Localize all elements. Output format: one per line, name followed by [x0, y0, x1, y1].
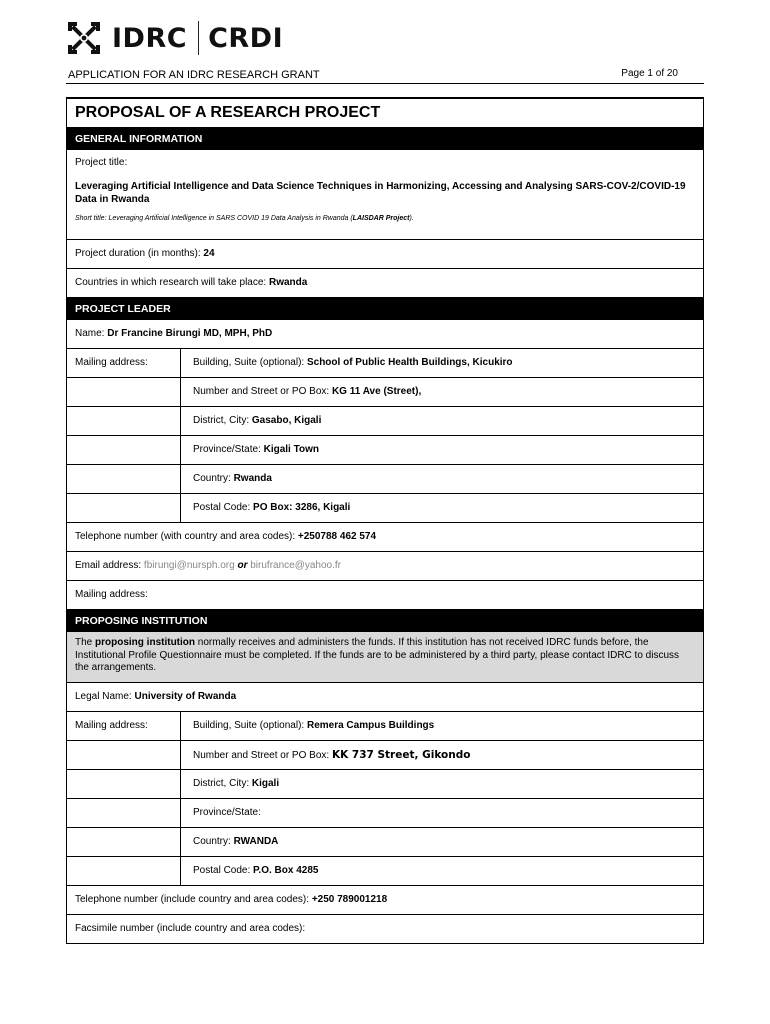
page-number: Page 1 of 20: [621, 68, 678, 79]
institution-phone-field[interactable]: [67, 885, 703, 914]
section-general-information: GENERAL INFORMATION: [67, 127, 703, 149]
institution-country-value: RWANDA: [233, 836, 279, 847]
institution-building-field[interactable]: [181, 712, 703, 740]
legal-name-value: University of Rwanda: [134, 691, 237, 702]
leader-postal-value: PO Box: 3286, Kigali: [253, 502, 351, 513]
institution-country-row: [67, 827, 703, 856]
empty-label-cell: [67, 828, 181, 856]
institution-street-row: [67, 740, 703, 769]
project-title-value: Leveraging Artificial Intelligence and Data Science Techniques in Harmonizing, Accessing and Analysing SARS-COV-2/COVID-19 Data in Rwanda: [75, 181, 686, 205]
empty-label-cell: [67, 494, 181, 522]
idrc-emblem-icon: [66, 20, 102, 56]
leader-email-secondary[interactable]: birufrance@yahoo.fr: [250, 560, 342, 571]
institution-district-value: Kigali: [251, 778, 280, 789]
institution-country-label: Country:: [193, 836, 234, 847]
institution-street-field[interactable]: [181, 741, 703, 769]
leader-district-value: Gasabo, Kigali: [251, 415, 322, 426]
institution-building-value: Remera Campus Buildings: [306, 720, 435, 731]
institution-fax-label: Facsimile number (include country and area codes):: [75, 923, 306, 934]
institution-phone-label: Telephone number (include country and area codes):: [75, 894, 312, 905]
leader-street-field[interactable]: [181, 378, 703, 406]
empty-label-cell: [67, 857, 181, 885]
leader-postal-label: Postal Code:: [193, 502, 254, 513]
short-title: [75, 215, 695, 222]
short-title-label: Short title: Leveraging Artificial Intelligence in SARS COVID 19 Data Analysis in Rwanda (: [75, 215, 353, 222]
section-project-leader: PROJECT LEADER: [67, 297, 703, 319]
institution-province-field[interactable]: [181, 799, 703, 827]
leader-building-field[interactable]: [181, 349, 703, 377]
institution-district-label: District, City:: [193, 778, 252, 789]
empty-label-cell: [67, 378, 181, 406]
leader-phone-field[interactable]: [67, 522, 703, 551]
leader-building-label: Building, Suite (optional):: [193, 357, 307, 368]
leader-name-value: Dr Francine Birungi MD, MPH, PhD: [107, 328, 273, 339]
leader-email-label: Email address:: [75, 560, 144, 571]
empty-label-cell: [67, 770, 181, 798]
institution-district-field[interactable]: [181, 770, 703, 798]
proposal-form: [66, 97, 704, 944]
institution-fax-field[interactable]: [67, 914, 703, 943]
document-label: APPLICATION FOR AN IDRC RESEARCH GRANT: [68, 69, 320, 81]
project-title-label: Project title:: [75, 157, 128, 168]
institution-postal-label: Postal Code:: [193, 865, 254, 876]
legal-name-field[interactable]: [67, 682, 703, 711]
idrc-crdi-logo: [66, 18, 283, 58]
institution-district-row: [67, 769, 703, 798]
short-title-acronym: LAISDAR Project: [352, 215, 410, 222]
leader-postal-row: [67, 493, 703, 522]
countries-label: Countries in which research will take place:: [75, 277, 269, 288]
leader-mailing-address-field[interactable]: [67, 580, 703, 609]
project-title-field[interactable]: [67, 149, 703, 239]
institution-street-value: KK 737 Street, Gikondo: [331, 749, 471, 761]
email-or-text: or: [234, 560, 251, 571]
note-pre: The: [75, 637, 96, 648]
leader-province-field[interactable]: [181, 436, 703, 464]
institution-phone-value: +250 789001218: [311, 894, 388, 905]
leader-mailing-label: Mailing address:: [67, 349, 181, 377]
leader-country-row: [67, 464, 703, 493]
logo-crdi-text: CRDI: [208, 22, 284, 54]
institution-country-field[interactable]: [181, 828, 703, 856]
leader-district-field[interactable]: [181, 407, 703, 435]
leader-province-value: Kigali Town: [263, 444, 319, 455]
countries-field[interactable]: [67, 268, 703, 297]
note-post: normally receives and administers the funds. If this institution has not received IDRC funds before, the Institutional Profile Questionnaire must be completed. If the funds are to be administered by a third party, please contact IDRC to discuss the arrangements.: [75, 637, 680, 673]
empty-label-cell: [67, 741, 181, 769]
form-title-row: [67, 99, 703, 127]
institution-note: [67, 631, 703, 682]
leader-province-row: [67, 435, 703, 464]
leader-street-value: KG 11 Ave (Street),: [331, 386, 422, 397]
leader-phone-label: Telephone number (with country and area codes):: [75, 531, 298, 542]
leader-street-label: Number and Street or PO Box:: [193, 386, 332, 397]
note-bold: proposing institution: [95, 637, 195, 648]
leader-street-row: [67, 377, 703, 406]
page-header: [66, 68, 704, 84]
leader-province-label: Province/State:: [193, 444, 264, 455]
project-duration-field[interactable]: [67, 239, 703, 268]
institution-street-label: Number and Street or PO Box:: [193, 750, 332, 761]
leader-country-label: Country:: [193, 473, 234, 484]
leader-country-field[interactable]: [181, 465, 703, 493]
logo-idrc-text: IDRC: [112, 22, 188, 54]
short-title-end: ).: [409, 215, 414, 222]
section-proposing-institution: PROPOSING INSTITUTION: [67, 609, 703, 631]
empty-label-cell: [67, 407, 181, 435]
leader-email-field[interactable]: [67, 551, 703, 580]
countries-value: Rwanda: [268, 277, 308, 288]
institution-province-label: Province/State:: [193, 807, 261, 818]
duration-value: 24: [203, 248, 215, 259]
institution-mailing-label: Mailing address:: [67, 712, 181, 740]
empty-label-cell: [67, 436, 181, 464]
leader-mailing-address-label: Mailing address:: [75, 589, 148, 600]
duration-label: Project duration (in months):: [75, 248, 204, 259]
leader-name-field[interactable]: [67, 319, 703, 348]
empty-label-cell: [67, 465, 181, 493]
leader-phone-value: +250788 462 574: [297, 531, 377, 542]
leader-email-primary[interactable]: fbirungi@nursph.org: [143, 560, 235, 571]
institution-postal-field[interactable]: [181, 857, 703, 885]
institution-building-row: [67, 711, 703, 740]
logo-divider: [198, 21, 199, 55]
institution-province-row: [67, 798, 703, 827]
leader-name-label: Name:: [75, 328, 108, 339]
institution-postal-row: [67, 856, 703, 885]
institution-building-label: Building, Suite (optional):: [193, 720, 307, 731]
leader-building-row: [67, 348, 703, 377]
institution-postal-value: P.O. Box 4285: [253, 865, 319, 876]
empty-label-cell: [67, 799, 181, 827]
legal-name-label: Legal Name:: [75, 691, 135, 702]
leader-postal-field[interactable]: [181, 494, 703, 522]
leader-district-label: District, City:: [193, 415, 252, 426]
leader-district-row: [67, 406, 703, 435]
leader-building-value: School of Public Health Buildings, Kicukiro: [306, 357, 513, 368]
form-title: PROPOSAL OF A RESEARCH PROJECT: [75, 104, 381, 121]
leader-country-value: Rwanda: [233, 473, 272, 484]
